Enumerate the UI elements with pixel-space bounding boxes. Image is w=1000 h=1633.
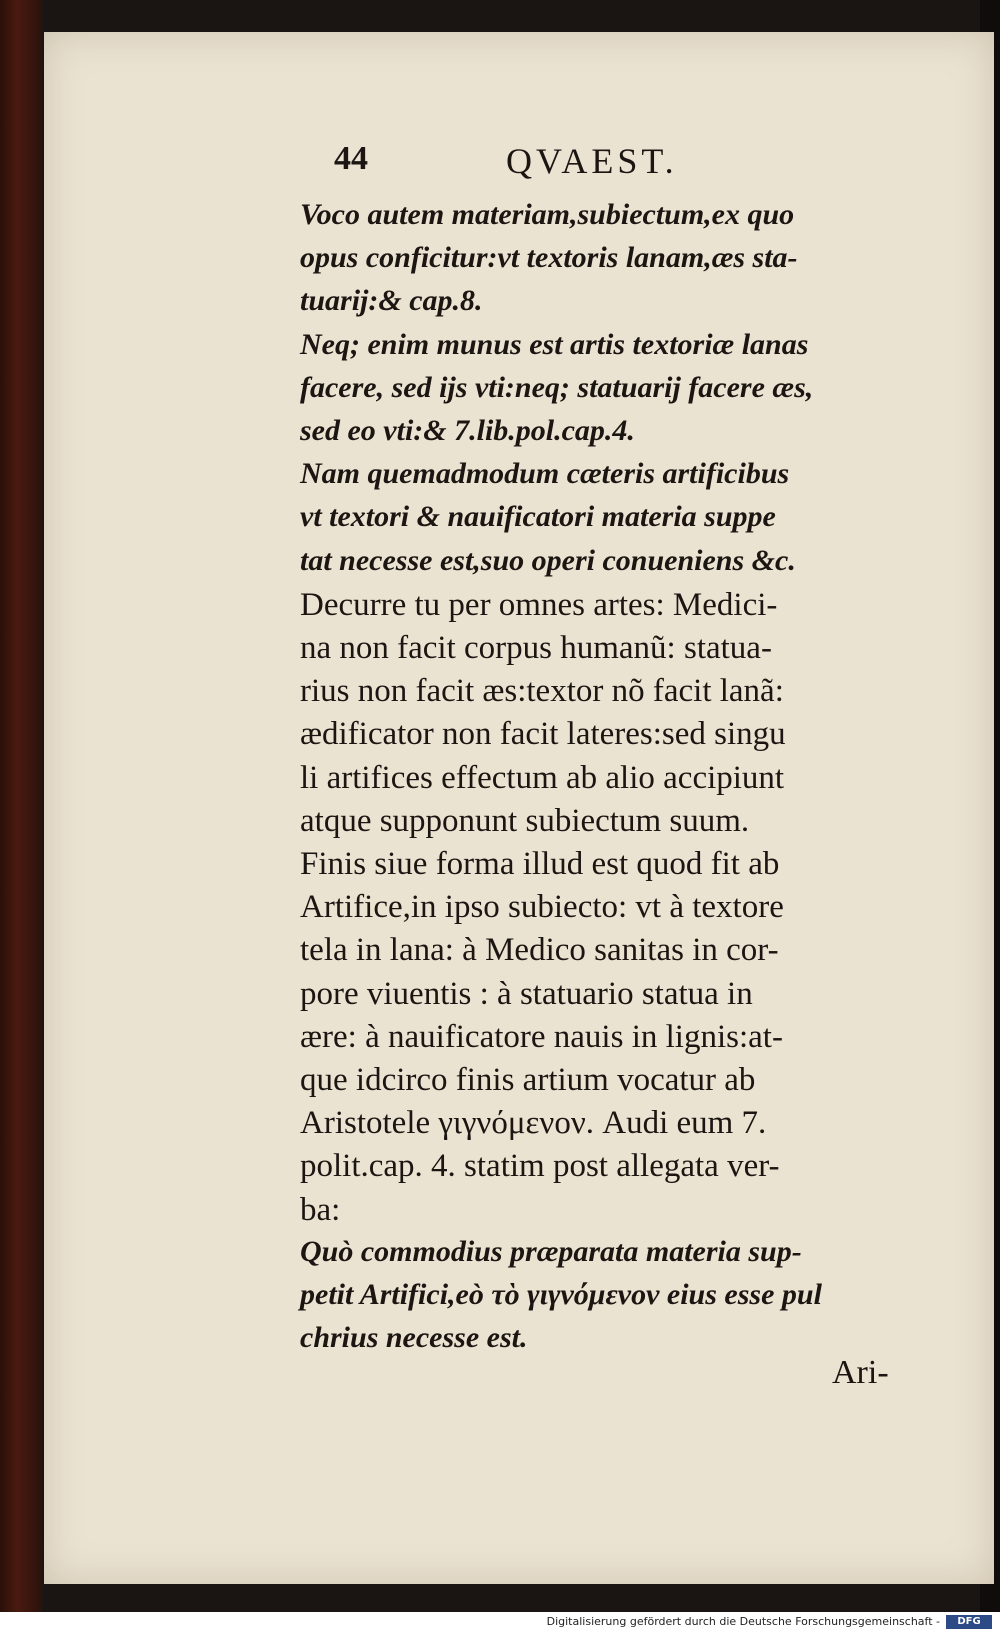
book-spine-edge	[0, 0, 42, 1612]
text-line-content: rius non facit æs:textor nõ facit lanã:	[300, 673, 784, 710]
text-line-content: que idcirco finis artium vocatur ab	[300, 1062, 756, 1098]
text-line-content: pore viuentis : à statuario statua in	[300, 975, 753, 1012]
text-line-content: Quò commodius præparata materia sup-	[300, 1234, 802, 1268]
text-line-content: petit Artifici,eò τὸ γιγνόμενον eius esse pul	[300, 1278, 822, 1311]
text-line-content: Neq; enim munus est artis textoriæ lanas	[300, 327, 809, 361]
book-page	[44, 32, 994, 1584]
text-line-content: Aristotele γιγνόμενον. Audi eum 7.	[300, 1105, 767, 1142]
text-line-content: Decurre tu per omnes artes: Medici-	[300, 586, 778, 623]
text-line-content: tuarij:& cap.8.	[300, 284, 483, 318]
running-head: QVAEST.	[506, 141, 678, 181]
text-line-content: Artifice,in ipso subiecto: vt à textore	[300, 889, 784, 926]
text-line-content: atque supponunt subiectum suum.	[300, 802, 750, 839]
text-line-content: facere, sed ijs vti:neq; statuarij facere æs,	[300, 370, 814, 404]
footer-bar	[0, 1612, 1000, 1633]
catchword: Ari-	[832, 1354, 889, 1391]
text-line-content: chrius necesse est.	[300, 1321, 528, 1355]
text-line-content: tela in lana: à Medico sanitas in cor-	[300, 932, 779, 969]
footer-credit: Digitalisierung gefördert durch die Deutsche Forschungsgemeinschaft -	[546, 1615, 940, 1628]
text-line-content: na non facit corpus humanũ: statua-	[300, 630, 772, 666]
text-line-content: opus conficitur:vt textoris lanam,æs sta-	[300, 241, 798, 275]
text-line-content: Finis siue forma illud est quod fit ab	[300, 846, 780, 882]
text-line-content: li artifices effectum ab alio accipiunt	[300, 759, 785, 796]
text-line-content: ædificator non facit lateres:sed singu	[300, 716, 786, 753]
text-line-content: sed eo vti:& 7.lib.pol.cap.4.	[300, 414, 635, 447]
text-line-content: Voco autem materiam,subiectum,ex quo	[300, 198, 795, 231]
text-line-content: vt textori & nauificatori materia suppe	[300, 500, 776, 534]
page-header	[44, 140, 994, 190]
page-number: 44	[334, 140, 368, 177]
text-line-content: Nam quemadmodum cæteris artificibus	[300, 457, 790, 491]
text-line-content: tat necesse est,suo operi conueniens &c.	[300, 543, 796, 577]
dfg-logo: DFG	[946, 1615, 992, 1629]
text-line-content: ba:	[300, 1191, 341, 1228]
text-line-content: polit.cap. 4. statim post allegata ver-	[300, 1148, 780, 1185]
text-line-content: ære: à nauificatore nauis in lignis:at-	[300, 1018, 783, 1055]
